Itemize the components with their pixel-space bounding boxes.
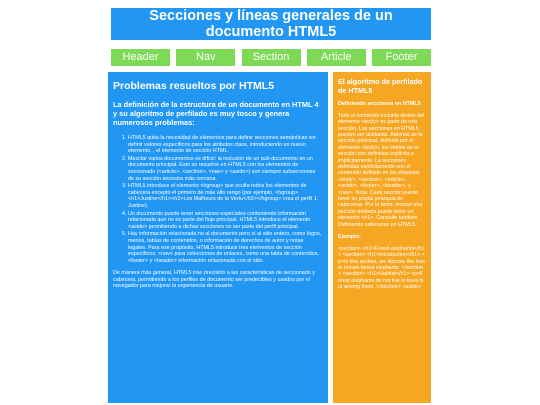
nav-section-button[interactable]: Section bbox=[242, 49, 301, 66]
main-closing-paragraph: De manera más general, HTML5 trae precisión a las características de seccionado y cabecera, permitiendo a los perfiles de documento ser predecibles y usados por el navegador para mejorar la experiencia de usuario. bbox=[113, 270, 315, 290]
problems-list bbox=[113, 135, 322, 264]
aside-subtitle: Definiendo secciones en HTML5 bbox=[338, 101, 421, 108]
nav-article-button[interactable]: Article bbox=[307, 49, 366, 66]
list-item: 4. Un documento puede tener secciones especiales conteniendo información relacionada que no es parte del flujo principal. HTML5 introduce el elemento <aside> permitiendo a dichas secciones no ser parte del perfil principal. bbox=[128, 211, 322, 231]
page-title: Secciones y líneas generales de un documento HTML5 bbox=[111, 8, 431, 40]
nav-bar bbox=[111, 49, 431, 66]
nav-nav-button[interactable]: Nav bbox=[176, 49, 235, 66]
main-section bbox=[108, 72, 328, 403]
list-item: 3. HTML5 introduce el elemento <hgroup> que oculta todos los elementos de cabecera excepto el primero de más alto rango (por ejemplo, <hgroup><h1>Justine</h1><h2>Les Malheurs de la Vertu</h2></hgroup> crea el perfil 1. Justine). bbox=[128, 183, 322, 209]
list-item: 2. Mezclar varios documentos es difícil: la inclusión de un sub-documento en un documento principal. Esto se resuelve en HTML5 con los elementos de seccionado (<article>, <section>, <nav> y <aside>) son siempre subsecciones de su sección ancestra más cercana. bbox=[128, 156, 322, 182]
aside-body: Todo el contenido incluido dentro del elemento <body> es parte de una sección. Las secciones en HTML5 pueden ser anidadas. Además de la sección principal, definida por el elemento <body>, los límites de la sección son definidos explícita e implícitamente. La secciones definidas explícitamente son el contenido definido en las etiquetas <body>, <section>, <article>, <aside>, <footer>, <header>, y <nav>. Nota: Cada sección puede tener su propia jerarquía de cabeceras. Por lo tanto, incluso una sección anidada puede tener un elemento <h1>. Consulte también Definiendo cabeceras en HTML5. bbox=[338, 112, 424, 228]
aside-example-code: <section> <h1>Forest elephants</h1> <section> <h1>Introduction</h1> <p>In this section, we discuss the lesser known forest elephants. </section> <section> <h1>Habitat</h1> <p>Forest elephants do not live in trees but among them. </section> <aside> bbox=[338, 245, 426, 291]
aside-example-title: Ejemplo: bbox=[338, 234, 361, 241]
aside-title: El algoritmo de perfilado de HTML5 bbox=[338, 77, 423, 95]
main-title: Problemas resueltos por HTML5 bbox=[113, 80, 275, 92]
main-subtitle: La definición de la estructura de un documento en HTML 4 y su algoritmo de perfilado es muy tosco y genera numerosos problemas: bbox=[113, 100, 319, 127]
nav-header-button[interactable]: Header bbox=[111, 49, 170, 66]
nav-footer-button[interactable]: Footer bbox=[372, 49, 431, 66]
aside-panel bbox=[333, 72, 431, 403]
list-item: 1. HTML5 quita la necesidad de elementos para definir secciones semánticas sin definir valores específicos para los atributos class, introduciendo un nuevo elemento, , el elemento de sección HTML. bbox=[128, 135, 322, 155]
list-item: 5. Hay información relacionada no al documento pero sí al sitio entero, como logos, menús, tablas de contenidos, o información de derechos de autor y notas legales. Para ese propósito, HTML5 introduce tres elementos de sección específicos: <nav> para colecciones de enlaces, como una tabla de contenidos, <footer> y <header> información relacionada con el sitio. bbox=[128, 231, 322, 264]
